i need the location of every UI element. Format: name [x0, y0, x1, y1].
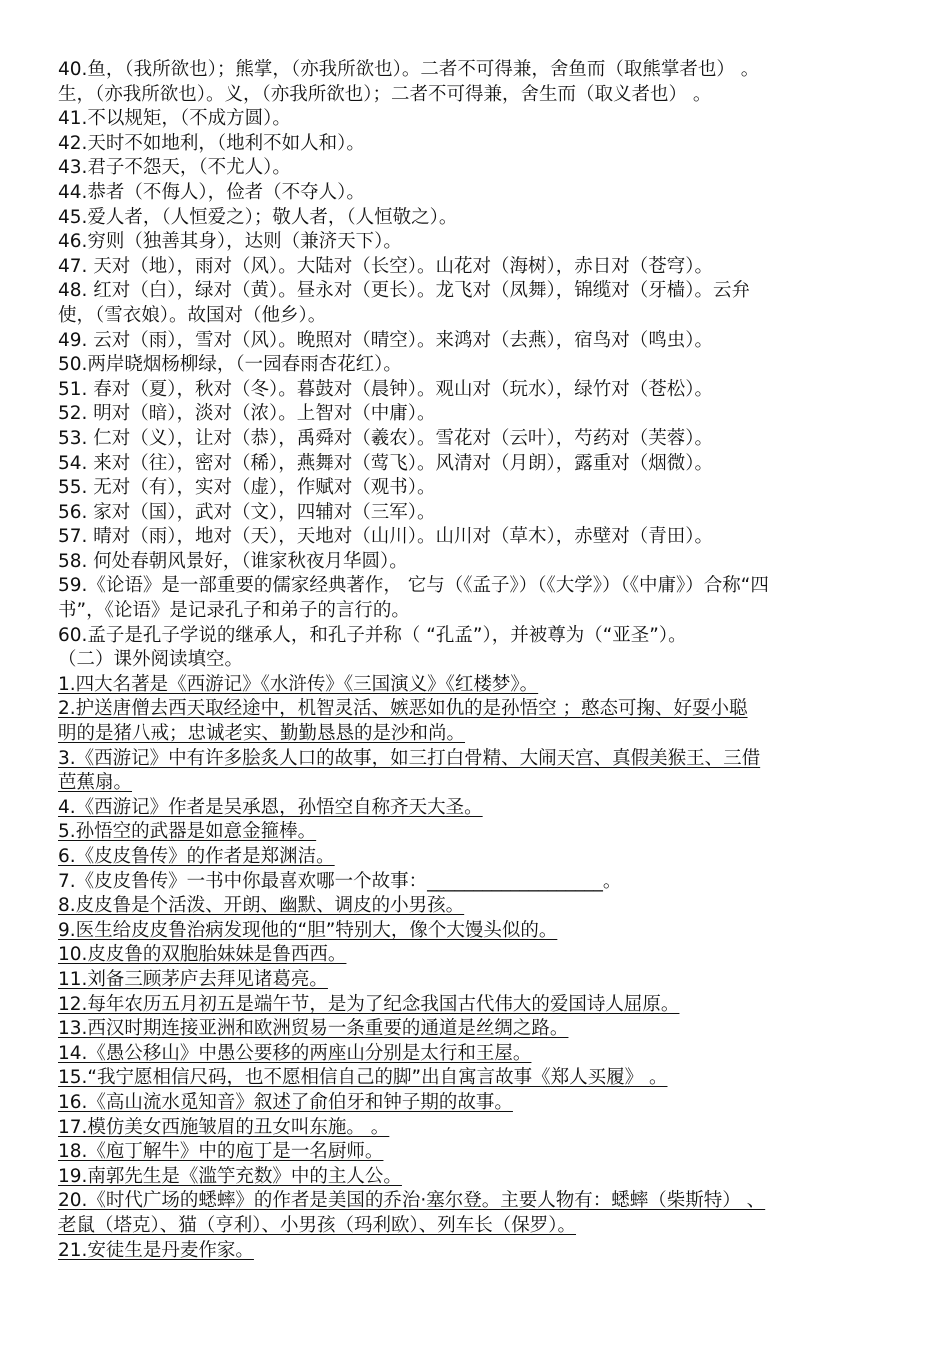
text-line: 42.天时不如地利，（地利不如人和）。: [58, 132, 365, 154]
text-line: 21.安徒生是丹麦作家。: [58, 1239, 254, 1261]
text-line: 芭蕉扇。: [58, 772, 133, 794]
text-line: 8.皮皮鲁是个活泼、开朗、幽默、调皮的小男孩。: [58, 895, 465, 917]
text-line: 11.刘备三顾茅庐去拜见诸葛亮。: [58, 968, 328, 990]
text-line: 48. 红对（白），绿对（黄）。昼永对（更长）。龙飞对（凤舞），锦缆对（牙樯）。云弁: [58, 280, 751, 302]
section-heading: （二）课外阅读填空。: [58, 649, 244, 671]
text-line: 使，（雪衣娘）。故国对（他乡）。: [58, 304, 327, 326]
text-line: 3.《西游记》中有许多脍炙人口的故事，如三打白骨精、大闹天宫、真假美猴王、三借: [58, 747, 761, 769]
text-line: 15.“我宁愿相信尺码，也不愿相信自己的脚”出自寓言故事《郑人买履》 。: [58, 1067, 668, 1089]
text-line: 14.《愚公移山》中愚公要移的两座山分别是太行和王屋。: [58, 1042, 532, 1064]
text-line: 13.西汉时期连接亚洲和欧洲贸易一条重要的通道是丝绸之路。: [58, 1018, 569, 1040]
text-line: 18.《庖丁解牛》中的庖丁是一名厨师。: [58, 1141, 384, 1163]
text-line: 5.孙悟空的武器是如意金箍棒。: [58, 821, 317, 843]
text-line: 41.不以规矩，（不成方圆）。: [58, 108, 291, 130]
text-line: 10.皮皮鲁的双胞胎妹妹是鲁西西。: [58, 944, 347, 966]
text-line: 52. 明对（暗），淡对（浓）。上智对（中庸）。: [58, 403, 436, 425]
text-line: 生，（亦我所欲也）。义，（亦我所欲也）；二者不可得兼，舍生而（取义者也） 。: [58, 83, 712, 105]
text-line: 45.爱人者，（人恒爱之）；敬人者，（人恒敬之）。: [58, 206, 458, 228]
text-line: 43.君子不怨天，（不尤人）。: [58, 157, 291, 179]
text-line: 9.医生给皮皮鲁治病发现他的“胆”特别大，像个大馒头似的。: [58, 919, 558, 941]
text-line: 12.每年农历五月初五是端午节，是为了纪念我国古代伟大的爱国诗人屈原。: [58, 993, 680, 1015]
text-line: 44.恭者（不侮人），俭者（不夺人）。: [58, 181, 365, 203]
text-line: 58. 何处春朝风景好，（谁家秋夜月华圆）。: [58, 550, 408, 572]
text-line: 19.南郭先生是《滥竽充数》中的主人公。: [58, 1165, 402, 1187]
text-line: 书”，《论语》是记录孔子和弟子的言行的。: [58, 600, 410, 622]
text-line: 54. 来对（往），密对（稀），燕舞对（莺飞）。风清对（月朗），露重对（烟微）。: [58, 452, 714, 474]
text-line: 4.《西游记》作者是吴承恩，孙悟空自称齐天大圣。: [58, 796, 483, 818]
text-line: 20.《时代广场的蟋蟀》的作者是美国的乔治·塞尔登。主要人物有：蟋蟀（柴斯特） 、: [58, 1190, 766, 1212]
text-line: 53. 仁对（义），让对（恭），禹舜对（羲农）。雪花对（云叶），芍药对（芙蓉）。: [58, 427, 714, 449]
text-line: 49. 云对（雨），雪对（风）。晚照对（晴空）。来鸿对（去燕），宿鸟对（鸣虫）。: [58, 329, 714, 351]
text-line: 60.孟子是孔子学说的继承人，和孔子并称（ “孔孟”），并被尊为（“亚圣”）。: [58, 624, 687, 646]
text-line: 47. 天对（地），雨对（风）。大陆对（长空）。山花对（海树），赤日对（苍穹）。: [58, 255, 714, 277]
text-line: 16.《高山流水觅知音》叙述了俞伯牙和钟子期的故事。: [58, 1091, 513, 1113]
text-line: 51. 春对（夏），秋对（冬）。暮鼓对（晨钟）。观山对（玩水），绿竹对（苍松）。: [58, 378, 714, 400]
document-page: [58, 58, 894, 1263]
text-line: 17.模仿美女西施皱眉的丑女叫东施。 。: [58, 1116, 390, 1138]
text-line: 6.《皮皮鲁传》的作者是郑渊洁。: [58, 846, 335, 867]
text-line: 1.四大名著是《西游记》《水浒传》《三国演义》《红楼梦》。: [58, 673, 539, 695]
text-line: 2.护送唐僧去西天取经途中，机智灵活、嫉恶如仇的是孙悟空 ；憨态可掬、好耍小聪: [58, 698, 748, 720]
text-line: 55. 无对（有），实对（虚），作赋对（观书）。: [58, 477, 436, 499]
text-line: 明的是猪八戒；忠诚老实、勤勤恳恳的是沙和尚。: [58, 723, 466, 745]
text-line: 40.鱼，（我所欲也）；熊掌，（亦我所欲也）。二者不可得兼，舍鱼而（取熊掌者也） 。: [58, 59, 760, 80]
text-line: 50.两岸晓烟杨柳绿，（一园春雨杏花红）。: [58, 354, 402, 376]
text-line: 7.《皮皮鲁传》一书中你最喜欢哪一个故事：___________________。: [58, 870, 622, 892]
text-line: 59.《论语》是一部重要的儒家经典著作， 它与（《孟子》）（《大学》）（《中庸》）合称“四: [58, 575, 769, 597]
text-line: 老鼠（塔克）、猫（亨利）、小男孩（玛利欧）、列车长（保罗）。: [58, 1214, 577, 1236]
text-line: 46.穷则（独善其身），达则（兼济天下）。: [58, 231, 402, 253]
text-line: 56. 家对（国），武对（文），四辅对（三军）。: [58, 501, 436, 523]
text-line: 57. 晴对（雨），地对（天），天地对（山川）。山川对（草木），赤壁对（青田）。: [58, 526, 714, 548]
